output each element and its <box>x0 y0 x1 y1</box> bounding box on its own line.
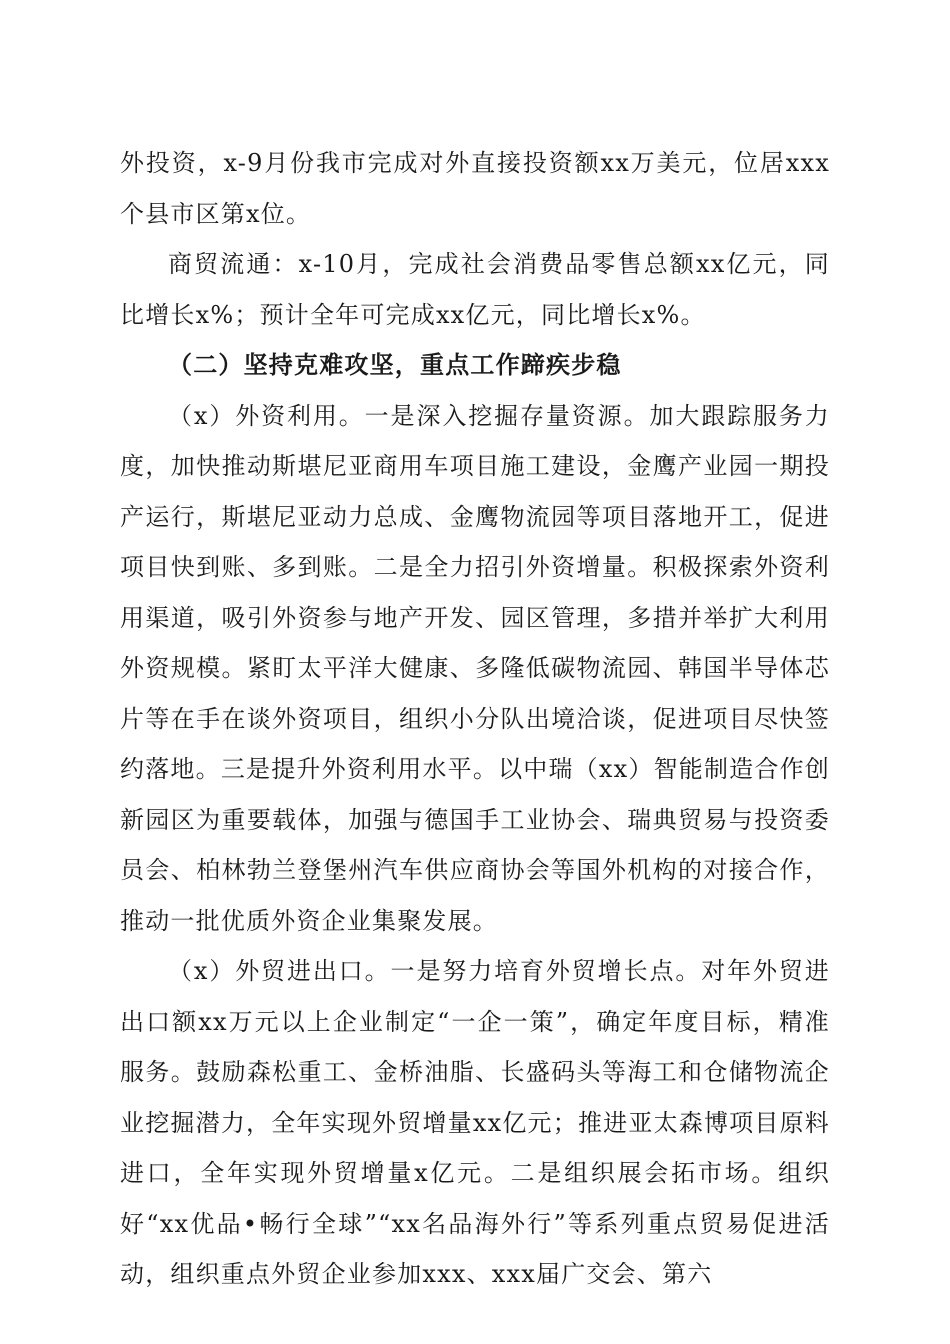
paragraph-foreign-trade: （x）外贸进出口。一是努力培育外贸增长点。对年外贸进出口额xx万元以上企业制定“一企一策”，确定年度目标，精准服务。鼓励森松重工、金桥油脂、长盛码头等海工和仓储物流企业挖掘潜力，全年实现外贸增量xx亿元；推进亚太森博项目原料进口，全年实现外贸增量x亿元。二是组织展会拓市场。组织好“xx优品•畅行全球”“xx名品海外行”等系列重点贸易促进活动，组织重点外贸企业参加xxx、xxx届广交会、第六 <box>120 957 830 1288</box>
paragraph-foreign-investment-continued: 外投资，x-9月份我市完成对外直接投资额xx万美元，位居xxx个县市区第x位。 <box>120 149 830 228</box>
section-heading: （二）坚持克难攻坚，重点工作蹄疾步稳 <box>168 350 622 379</box>
document-body <box>120 138 830 1300</box>
paragraph-commerce-circulation: 商贸流通：x-10月，完成社会消费品零售总额xx亿元，同比增长x%；预计全年可完成xx亿元，同比增长x%。 <box>120 250 830 329</box>
paragraph-foreign-capital-utilization: （x）外资利用。一是深入挖掘存量资源。加大跟踪服务力度，加快推动斯堪尼亚商用车项目施工建设，金鹰产业园一期投产运行，斯堪尼亚动力总成、金鹰物流园等项目落地开工，促进项目快到账、多到账。二是全力招引外资增量。积极探索外资利用渠道，吸引外资参与地产开发、园区管理，多措并举扩大利用外资规模。紧盯太平洋大健康、多隆低碳物流园、韩国半导体芯片等在手在谈外资项目，组织小分队出境洽谈，促进项目尽快签约落地。三是提升外资利用水平。以中瑞（xx）智能制造合作创新园区为重要载体，加强与德国手工业协会、瑞典贸易与投资委员会、柏林勃兰登堡州汽车供应商协会等国外机构的对接合作，推动一批优质外资企业集聚发展。 <box>120 401 830 935</box>
